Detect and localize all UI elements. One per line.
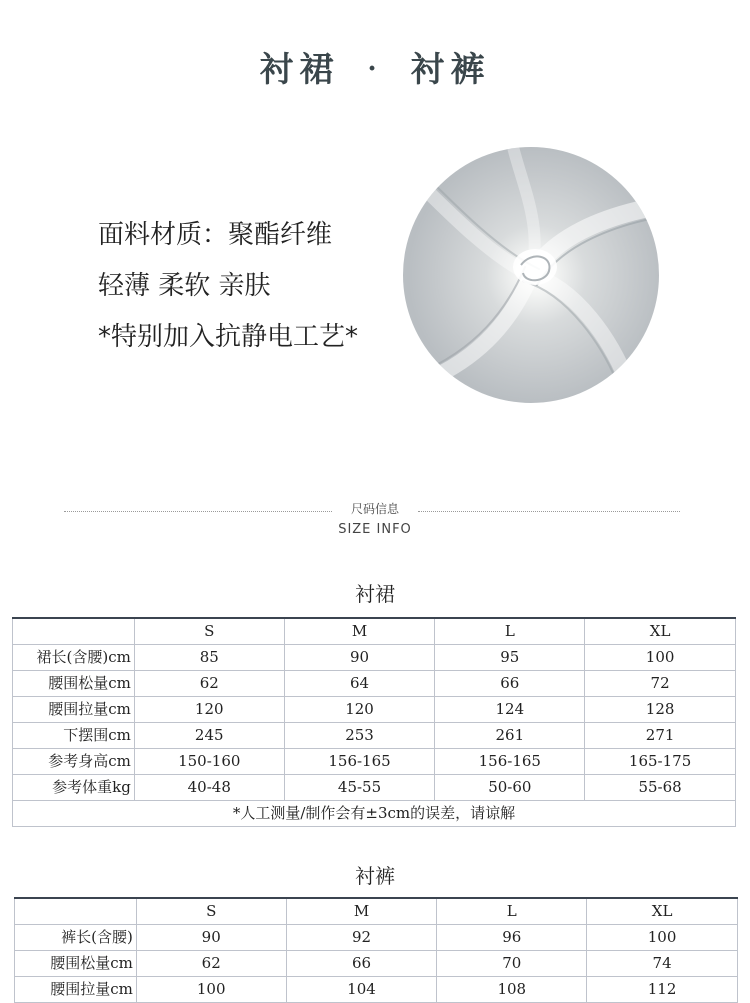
table-row: [15, 951, 738, 977]
table-cell: 100: [585, 645, 736, 671]
table-cell: 62: [134, 671, 284, 697]
header-cell: M: [286, 898, 437, 925]
header-cell: M: [284, 618, 435, 645]
row-label: 腰围松量cm: [13, 671, 135, 697]
row-label: 腰围松量cm: [15, 951, 137, 977]
slip-size-table: [12, 617, 736, 827]
header-cell-empty: [13, 618, 135, 645]
feature-material: 面料材质：聚酯纤维: [98, 220, 333, 250]
feature-softness: 轻薄 柔软 亲肤: [98, 271, 271, 301]
table-note-row: [13, 801, 736, 827]
table-cell: 40-48: [134, 775, 284, 801]
size-info-heading: 尺码信息: [350, 502, 399, 516]
row-label: 裙长(含腰)cm: [13, 645, 135, 671]
table-cell: 120: [134, 697, 284, 723]
table-cell: 66: [286, 951, 437, 977]
row-label: 下摆围cm: [13, 723, 135, 749]
table-cell: 253: [284, 723, 435, 749]
title-separator: ·: [367, 54, 383, 84]
header-cell: S: [136, 898, 286, 925]
table-cell: 95: [435, 645, 585, 671]
table-row: [13, 775, 736, 801]
table-cell: 245: [134, 723, 284, 749]
table-cell: 62: [136, 951, 286, 977]
row-label: 参考身高cm: [13, 749, 135, 775]
table-header-row: [15, 898, 738, 925]
table-cell: 104: [286, 977, 437, 1003]
table-cell: 72: [585, 671, 736, 697]
table-cell: 100: [587, 925, 738, 951]
table-cell: 100: [136, 977, 286, 1003]
table-cell: 74: [587, 951, 738, 977]
header-cell: XL: [587, 898, 738, 925]
fabric-swirl-icon: [403, 147, 659, 403]
table-cell: 165-175: [585, 749, 736, 775]
title-part2: 衬裤: [410, 50, 491, 90]
fabric-swatch-image: [403, 147, 659, 403]
table-cell: 66: [435, 671, 585, 697]
table-row: [13, 671, 736, 697]
row-label: 腰围拉量cm: [13, 697, 135, 723]
feature-antistatic: *特别加入抗静电工艺*: [98, 322, 359, 352]
table1-title: 衬裙: [355, 582, 395, 606]
table-cell: 92: [286, 925, 437, 951]
header-cell-empty: [15, 898, 137, 925]
title-part1: 衬裙: [259, 50, 340, 90]
row-label: 裤长(含腰): [15, 925, 137, 951]
table-cell: 96: [437, 925, 587, 951]
table-row: [13, 723, 736, 749]
table-cell: 50-60: [435, 775, 585, 801]
table-row: [13, 749, 736, 775]
table-cell: 90: [136, 925, 286, 951]
table-cell: 124: [435, 697, 585, 723]
header-cell: S: [134, 618, 284, 645]
table-row: [15, 977, 738, 1003]
table-cell: 64: [284, 671, 435, 697]
table-row: [15, 925, 738, 951]
table-cell: 112: [587, 977, 738, 1003]
table-cell: 70: [437, 951, 587, 977]
table-cell: 90: [284, 645, 435, 671]
table-cell: 156-165: [284, 749, 435, 775]
table2-title: 衬裤: [355, 864, 395, 888]
table-cell: 120: [284, 697, 435, 723]
measurement-note: *人工测量/制作会有±3cm的误差，请谅解: [13, 801, 736, 827]
header-cell: L: [435, 618, 585, 645]
header-cell: L: [437, 898, 587, 925]
table-cell: 108: [437, 977, 587, 1003]
size-info-subheading: SIZE INFO: [338, 522, 412, 537]
table-cell: 150-160: [134, 749, 284, 775]
header-cell: XL: [585, 618, 736, 645]
table-row: [13, 645, 736, 671]
row-label: 腰围拉量cm: [15, 977, 137, 1003]
table-cell: 156-165: [435, 749, 585, 775]
table-cell: 128: [585, 697, 736, 723]
table-cell: 55-68: [585, 775, 736, 801]
page-title: [0, 42, 750, 91]
row-label: 参考体重kg: [13, 775, 135, 801]
table-header-row: [13, 618, 736, 645]
table-cell: 261: [435, 723, 585, 749]
table-cell: 45-55: [284, 775, 435, 801]
table-cell: 271: [585, 723, 736, 749]
table-cell: 85: [134, 645, 284, 671]
table-row: [13, 697, 736, 723]
shorts-size-table: [14, 897, 738, 1003]
